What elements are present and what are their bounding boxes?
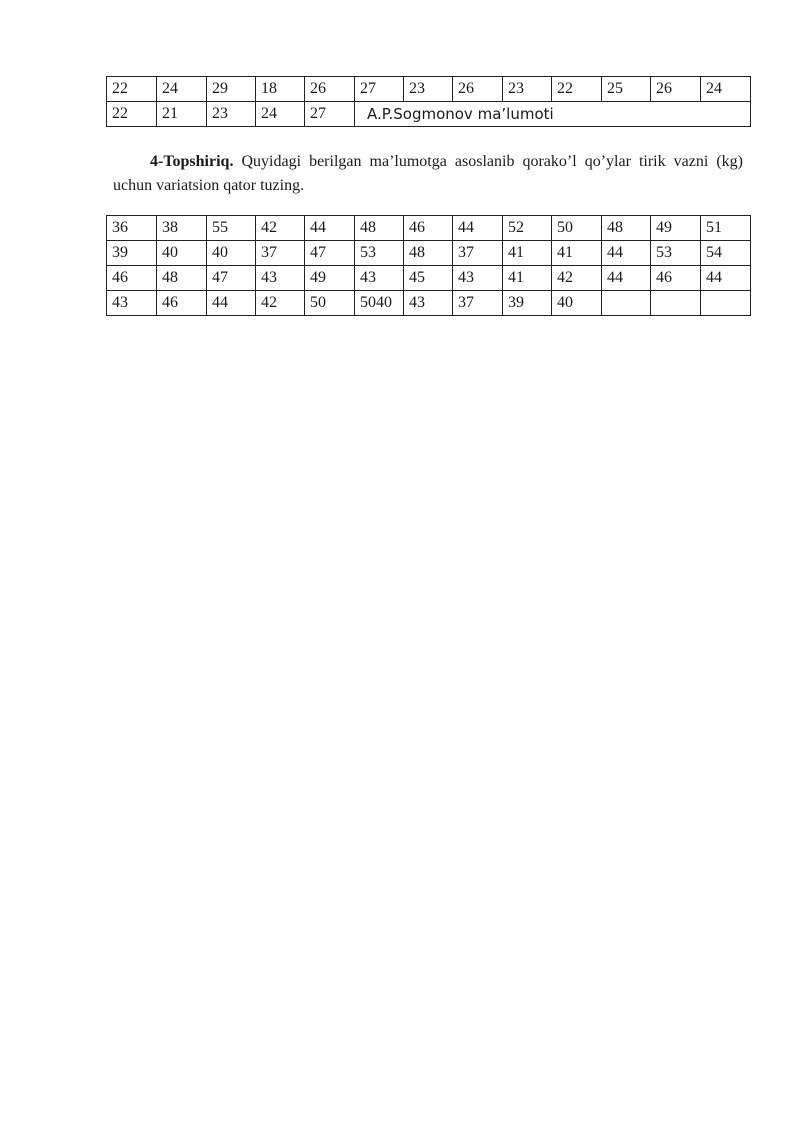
table-cell: 22 bbox=[107, 77, 157, 102]
table-cell: 42 bbox=[256, 291, 305, 316]
table-cell: 26 bbox=[453, 77, 503, 102]
table-cell: 29 bbox=[207, 77, 256, 102]
table-row bbox=[107, 241, 751, 266]
table-cell: 40 bbox=[207, 241, 256, 266]
table-cell: 27 bbox=[305, 102, 355, 127]
table-cell: 27 bbox=[355, 77, 404, 102]
table-cell: 37 bbox=[453, 241, 503, 266]
table-cell: 22 bbox=[552, 77, 602, 102]
table-cell: 43 bbox=[107, 291, 157, 316]
table-cell: 40 bbox=[157, 241, 207, 266]
table-cell: 18 bbox=[256, 77, 305, 102]
table-cell: 41 bbox=[503, 266, 552, 291]
table-cell: 55 bbox=[207, 216, 256, 241]
table-cell: 24 bbox=[701, 77, 751, 102]
top-table-body bbox=[107, 77, 751, 127]
table-row bbox=[107, 216, 751, 241]
table-cell: 21 bbox=[157, 102, 207, 127]
table-cell: 44 bbox=[207, 291, 256, 316]
weights-data-table bbox=[106, 215, 751, 316]
table-cell: 46 bbox=[107, 266, 157, 291]
table-cell: 24 bbox=[157, 77, 207, 102]
table-cell: 48 bbox=[404, 241, 453, 266]
table-cell: 26 bbox=[651, 77, 701, 102]
table-cell: 5040 bbox=[355, 291, 404, 316]
table-cell: 48 bbox=[355, 216, 404, 241]
table-cell: 47 bbox=[305, 241, 355, 266]
table-cell: 41 bbox=[503, 241, 552, 266]
table-cell: 37 bbox=[453, 291, 503, 316]
table-cell: 23 bbox=[207, 102, 256, 127]
table-cell: 37 bbox=[256, 241, 305, 266]
table-cell: 48 bbox=[157, 266, 207, 291]
source-note: A.P.Sogmonov ma’lumoti bbox=[355, 102, 751, 127]
table-cell: 23 bbox=[404, 77, 453, 102]
table-cell: 42 bbox=[256, 216, 305, 241]
table-cell: 39 bbox=[503, 291, 552, 316]
table-cell: 53 bbox=[355, 241, 404, 266]
table-row bbox=[107, 266, 751, 291]
table-cell: 39 bbox=[107, 241, 157, 266]
table-cell: 43 bbox=[453, 266, 503, 291]
table-cell: 45 bbox=[404, 266, 453, 291]
table-cell: 44 bbox=[701, 266, 751, 291]
table-cell: 42 bbox=[552, 266, 602, 291]
table-cell: 44 bbox=[305, 216, 355, 241]
table-cell: 46 bbox=[157, 291, 207, 316]
weights-table-body bbox=[107, 216, 751, 316]
table-cell: 46 bbox=[404, 216, 453, 241]
table-cell bbox=[602, 291, 651, 316]
table-cell: 41 bbox=[552, 241, 602, 266]
table-cell: 54 bbox=[701, 241, 751, 266]
table-cell: 40 bbox=[552, 291, 602, 316]
table-row bbox=[107, 77, 751, 102]
task-label: 4-Topshiriq. bbox=[150, 153, 234, 170]
table-cell: 47 bbox=[207, 266, 256, 291]
table-cell: 44 bbox=[602, 266, 651, 291]
table-cell: 48 bbox=[602, 216, 651, 241]
table-cell: 50 bbox=[305, 291, 355, 316]
top-data-table bbox=[106, 76, 751, 127]
task-paragraph bbox=[113, 150, 743, 198]
table-cell: 43 bbox=[256, 266, 305, 291]
table-cell: 44 bbox=[453, 216, 503, 241]
task-text: Quyidagi berilgan ma’lumotga asoslanib qorako’l qo’ylar tirik vazni (kg) uchun variatsion qator tuzing. bbox=[113, 153, 744, 194]
table-cell: 50 bbox=[552, 216, 602, 241]
table-cell: 44 bbox=[602, 241, 651, 266]
table-cell: 51 bbox=[701, 216, 751, 241]
table-cell: 23 bbox=[503, 77, 552, 102]
table-cell: 43 bbox=[404, 291, 453, 316]
table-row bbox=[107, 102, 751, 127]
table-cell: 24 bbox=[256, 102, 305, 127]
table-cell: 49 bbox=[651, 216, 701, 241]
table-cell: 38 bbox=[157, 216, 207, 241]
table-cell bbox=[651, 291, 701, 316]
table-cell: 26 bbox=[305, 77, 355, 102]
table-cell bbox=[701, 291, 751, 316]
table-cell: 43 bbox=[355, 266, 404, 291]
table-cell: 53 bbox=[651, 241, 701, 266]
table-cell: 36 bbox=[107, 216, 157, 241]
table-cell: 52 bbox=[503, 216, 552, 241]
table-cell: 25 bbox=[602, 77, 651, 102]
table-cell: 49 bbox=[305, 266, 355, 291]
table-cell: 46 bbox=[651, 266, 701, 291]
table-cell: 22 bbox=[107, 102, 157, 127]
table-row bbox=[107, 291, 751, 316]
